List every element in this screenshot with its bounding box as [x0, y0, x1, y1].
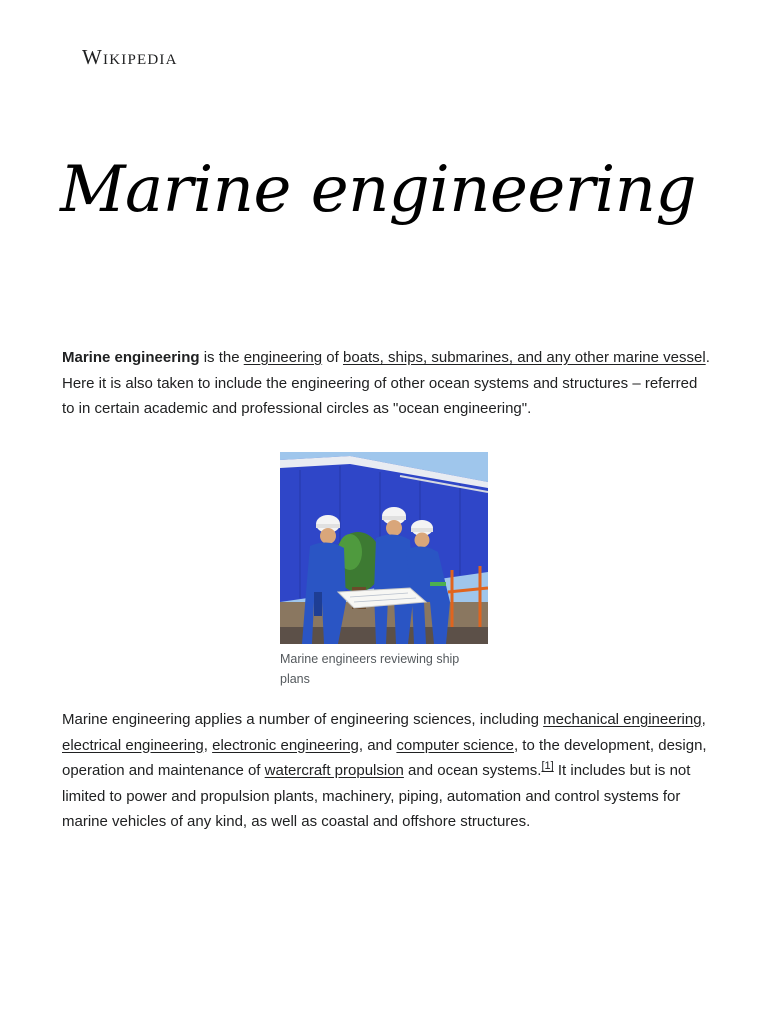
bold-term: Marine engineering: [62, 349, 200, 366]
link-computer-science[interactable]: computer science: [396, 736, 514, 754]
link-marine-vessels[interactable]: boats, ships, submarines, and any other marine vessel: [342, 349, 706, 366]
article-figure: [280, 452, 488, 689]
wikipedia-wordmark[interactable]: Wikipedia: [82, 45, 178, 69]
intro-text-2: of: [322, 349, 343, 366]
body-text-4: , and: [358, 736, 397, 754]
intro-paragraph: [62, 345, 712, 422]
link-mechanical-engineering[interactable]: mechanical engineering: [543, 711, 702, 728]
marine-engineers-photo[interactable]: [280, 452, 488, 644]
site-header: [82, 42, 178, 72]
intro-text-1: is the: [199, 349, 244, 366]
page-title: Marine engineering: [60, 153, 696, 227]
figure-caption: Marine engineers reviewing ship plans: [280, 652, 460, 686]
reference-marker: [541, 760, 553, 772]
reference-link-1[interactable]: [1]: [541, 760, 554, 772]
link-electronic-engineering[interactable]: electronic engineering: [212, 736, 359, 754]
link-engineering[interactable]: engineering: [243, 349, 323, 366]
body-text-3: ,: [203, 736, 213, 754]
body-text-6: and ocean systems.: [403, 762, 542, 779]
body-text-5: , to the development, design, operation and maintenance of: [62, 736, 707, 779]
body-text-2: ,: [701, 711, 706, 728]
intro-text-3: . Here it is also taken to include the engineering of other ocean systems and structures – referred to in certain academic and professional circles as "ocean engineering".: [62, 349, 710, 417]
link-electrical-engineering[interactable]: electrical engineering: [62, 736, 204, 754]
body-paragraph: [62, 707, 712, 835]
body-text-7: It includes but is not limited to power and propulsion plants, machinery, piping, automation and control systems for marine vehicles of any kind, as well as coastal and offshore structures.: [62, 762, 691, 830]
link-watercraft-propulsion[interactable]: watercraft propulsion: [264, 762, 404, 779]
body-text-1: Marine engineering applies a number of engineering sciences, including: [62, 711, 544, 728]
